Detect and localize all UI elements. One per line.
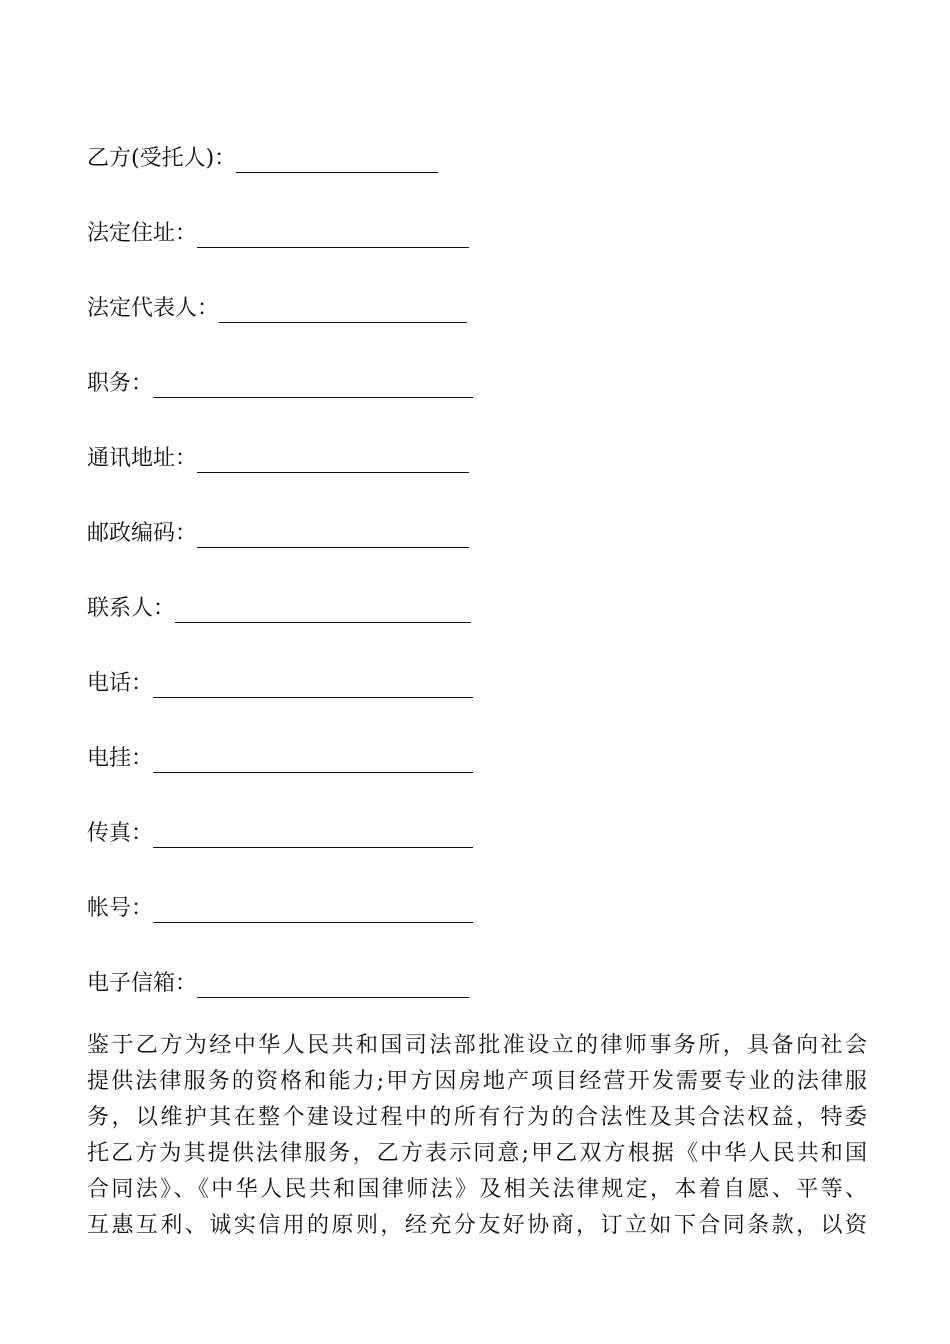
field-blank[interactable] [153, 892, 473, 923]
field-blank[interactable] [197, 217, 469, 248]
preamble-line: 合同法》、《中华人民共和国律师法》及相关法律规定，本着自愿、平等、 [87, 1177, 867, 1202]
field-blank[interactable] [219, 292, 467, 323]
field-blank[interactable] [197, 442, 469, 473]
field-mailing-address [87, 439, 469, 479]
field-blank[interactable] [197, 967, 469, 998]
field-label: 帐号： [87, 896, 154, 921]
field-position [87, 364, 473, 404]
field-legal-address [87, 214, 469, 254]
preamble-line: 鉴于乙方为经中华人民共和国司法部批准设立的律师事务所，具备向社会 [87, 1033, 867, 1058]
field-account-number [87, 889, 473, 929]
field-telegraph [87, 739, 473, 779]
field-label: 法定代表人： [87, 296, 220, 321]
field-label: 通讯地址： [87, 446, 198, 471]
field-blank[interactable] [197, 517, 469, 548]
field-label: 电挂： [87, 746, 154, 771]
field-blank[interactable] [175, 592, 471, 623]
field-postal-code [87, 514, 469, 554]
field-label: 邮政编码： [87, 521, 198, 546]
field-label: 乙方(受托人)： [87, 146, 237, 171]
field-fax [87, 814, 473, 854]
field-phone [87, 664, 473, 704]
preamble-line: 互惠互利、诚实信用的原则，经充分友好协商，订立如下合同条款，以资 [87, 1213, 867, 1238]
field-blank[interactable] [153, 667, 473, 698]
field-label: 传真： [87, 821, 154, 846]
field-label: 法定住址： [87, 221, 198, 246]
field-party-b [87, 139, 438, 179]
preamble-line: 托乙方为其提供法律服务，乙方表示同意;甲乙双方根据《中华人民共和国 [87, 1141, 867, 1166]
field-blank[interactable] [153, 742, 473, 773]
field-label: 电子信箱： [87, 971, 198, 996]
field-legal-representative [87, 289, 467, 329]
preamble-line: 提供法律服务的资格和能力;甲方因房地产项目经营开发需要专业的法律服 [87, 1069, 867, 1094]
field-email [87, 964, 469, 1004]
field-label: 职务： [87, 371, 154, 396]
field-blank[interactable] [236, 142, 438, 173]
preamble-paragraph [87, 1028, 867, 1244]
preamble-line: 务，以维护其在整个建设过程中的所有行为的合法性及其合法权益，特委 [87, 1105, 867, 1130]
field-blank[interactable] [153, 367, 473, 398]
field-blank[interactable] [153, 817, 473, 848]
field-label: 联系人： [87, 596, 176, 621]
field-label: 电话： [87, 671, 154, 696]
field-contact-person [87, 589, 471, 629]
